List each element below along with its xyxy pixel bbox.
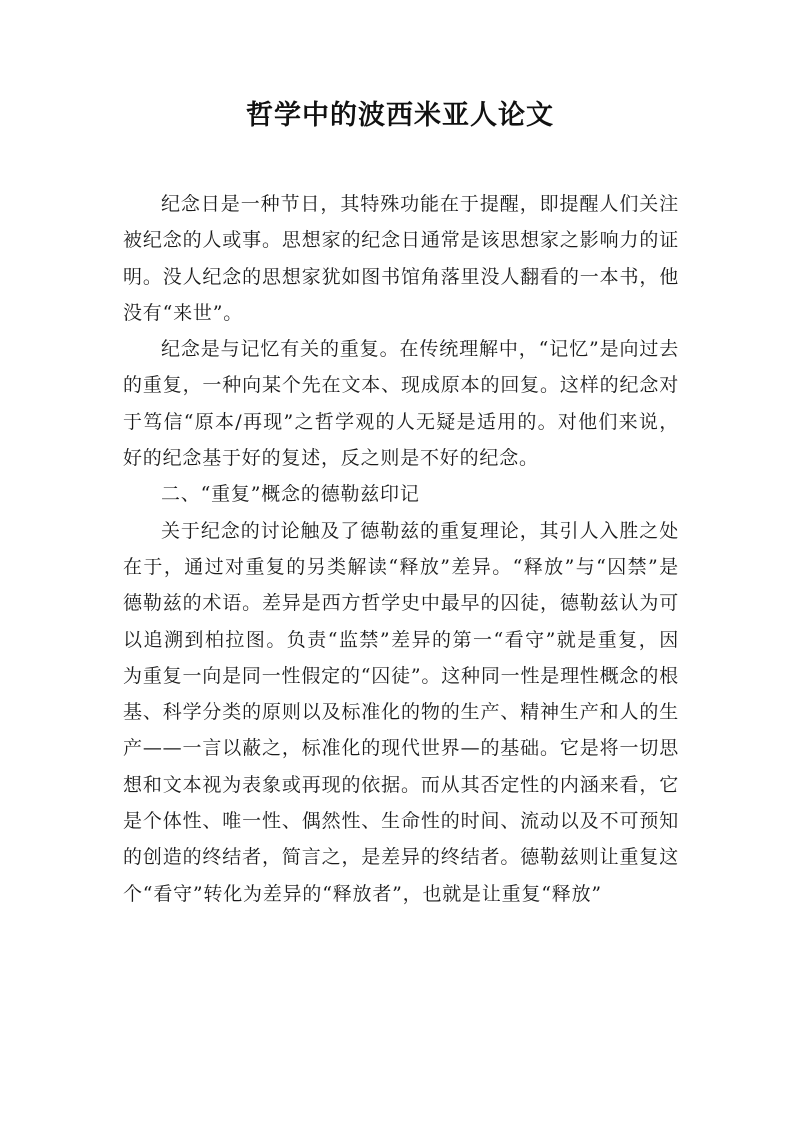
- document-body: [123, 186, 679, 912]
- paragraph-3: 关于纪念的讨论触及了德勒兹的重复理论，其引人入胜之处在于，通过对重复的另类解读“释放”差异。“释放”与“囚禁”是德勒兹的术语。差异是西方哲学史中最早的囚徒，德勒兹认为可以追溯到柏拉图。负责“监禁”差异的第一“看守”就是重复，因为重复一向是同一性假定的“囚徒”。这种同一性是理性概念的根基、科学分类的原则以及标准化的物的生产、精神生产和人的生产——一言以蔽之，标准化的现代世界—的基础。它是将一切思想和文本视为表象或再现的依据。而从其否定性的内涵来看，它是个体性、唯一性、偶然性、生命性的时间、流动以及不可预知的创造的终结者，简言之，是差异的终结者。德勒兹则让重复这个“看守”转化为差异的“释放者”，也就是让重复“释放”: [123, 519, 679, 905]
- paragraph-2: 纪念是与记忆有关的重复。在传统理解中，“记忆”是向过去的重复，一种向某个先在文本、现成原本的回复。这样的纪念对于笃信“原本/再现”之哲学观的人无疑是适用的。对他们来说，好的纪念基于好的复述，反之则是不好的纪念。: [123, 338, 679, 470]
- document-title: 哲学中的波西米亚人论文: [246, 100, 554, 131]
- paragraph-1: 纪念日是一种节日，其特殊功能在于提醒，即提醒人们关注被纪念的人或事。思想家的纪念日通常是该思想家之影响力的证明。没人纪念的思想家犹如图书馆角落里没人翻看的一本书，他没有“来世”。: [123, 193, 679, 324]
- section-heading: 二、“重复”概念的德勒兹印记: [161, 483, 420, 506]
